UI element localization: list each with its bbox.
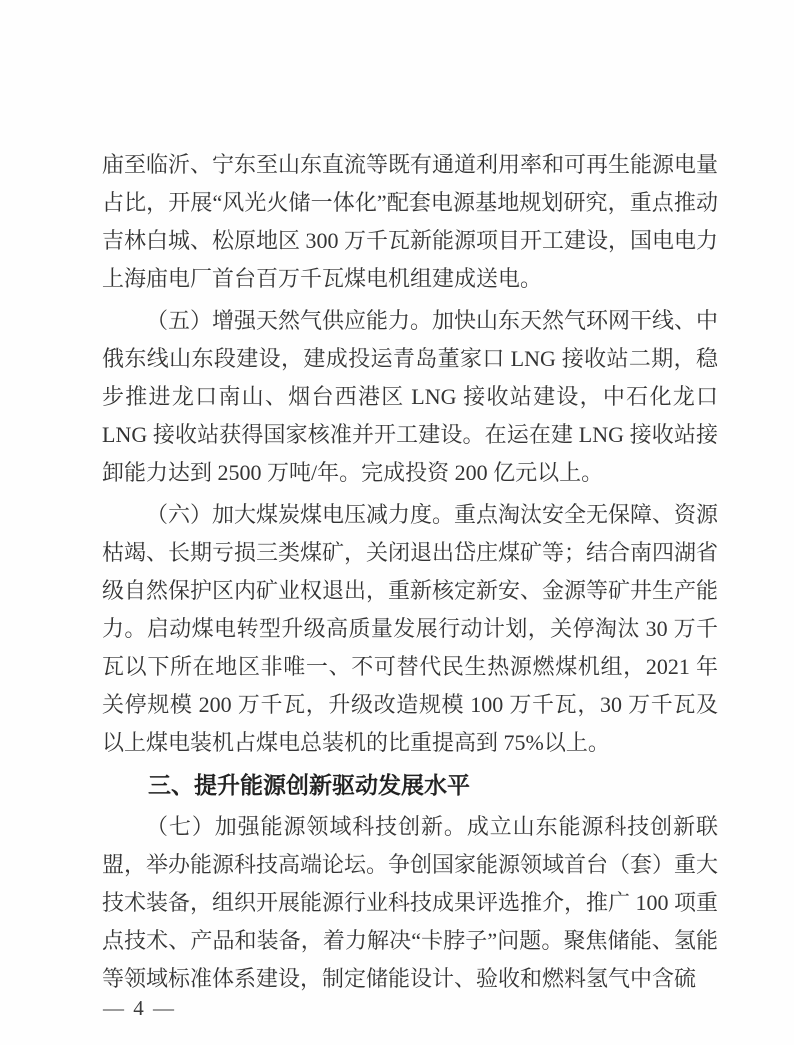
body-paragraph-continuation: 庙至临沂、宁东至山东直流等既有通道利用率和可再生能源电量占比，开展“风光火储一体化”配套电源基地规划研究，重点推动吉林白城、松原地区 300 万千瓦新能源项目开工建设，国电电力上海庙电厂首台百万千瓦煤电机组建成送电。: [102, 152, 719, 291]
body-paragraph-item-5: （五）增强天然气供应能力。加快山东天然气环网干线、中俄东线山东段建设，建成投运青岛董家口 LNG 接收站二期，稳步推进龙口南山、烟台西港区 LNG 接收站建设，中石化龙口 LNG 接收站获得国家核准并开工建设。在运在建 LNG 接收站接卸能力达到 2500 万吨/年。完成投资 200 亿元以上。: [102, 308, 719, 485]
page-number: — 4 —: [103, 996, 176, 1020]
document-text-column: [102, 146, 718, 1002]
body-paragraph-item-6: （六）加大煤炭煤电压减力度。重点淘汰安全无保障、资源枯竭、长期亏损三类煤矿，关闭退出岱庄煤矿等；结合南四湖省级自然保护区内矿业权退出，重新核定新安、金源等矿井生产能力。启动煤电转型升级高质量发展行动计划，关停淘汰 30 万千瓦以下所在地区非唯一、不可替代民生热源燃煤机组，2021 年关停规模 200 万千瓦，升级改造规模 100 万千瓦，30 万千瓦及以上煤电装机占煤电总装机的比重提高到 75%以上。: [102, 502, 719, 755]
body-paragraph-item-7: （七）加强能源领域科技创新。成立山东能源科技创新联盟，举办能源科技高端论坛。争创国家能源领域首台（套）重大技术装备，组织开展能源行业科技成果评选推介，推广 100 项重点技术、产品和装备，着力解决“卡脖子”问题。聚焦储能、氢能等领域标准体系建设，制定储能设计、验收和燃料氢气中含硫: [102, 814, 719, 991]
section-heading-3: 三、提升能源创新驱动发展水平: [148, 772, 470, 798]
